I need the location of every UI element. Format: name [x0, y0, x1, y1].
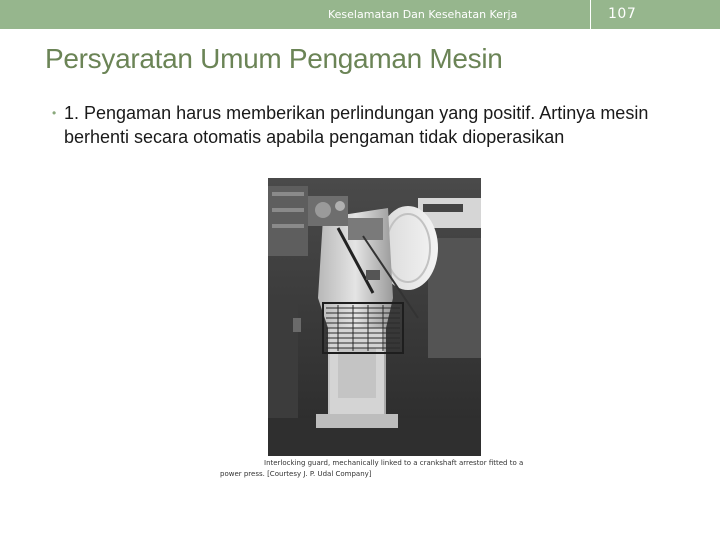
header-divider	[590, 0, 591, 29]
caption-line-2: power press. [Courtesy J. P. Udal Company]	[220, 470, 372, 478]
figure-caption	[220, 458, 540, 480]
machine-photo	[268, 178, 481, 456]
caption-line-1: Interlocking guard, mechanically linked to a crankshaft arrestor fitted to a	[264, 459, 524, 467]
header-subject: Keselamatan Dan Kesehatan Kerja	[328, 8, 518, 21]
page-number: 107	[608, 6, 637, 22]
power-press-illustration	[268, 178, 481, 456]
bullet-dot-icon: •	[52, 106, 57, 120]
bullet-item	[52, 101, 702, 149]
slide-title: Persyaratan Umum Pengaman Mesin	[45, 43, 503, 74]
bullet-text: 1. Pengaman harus memberikan perlindungan yang positif. Artinya mesin berhenti secara otomatis apabila pengaman tidak dioperasikan	[64, 103, 649, 147]
header-bar	[0, 0, 720, 29]
